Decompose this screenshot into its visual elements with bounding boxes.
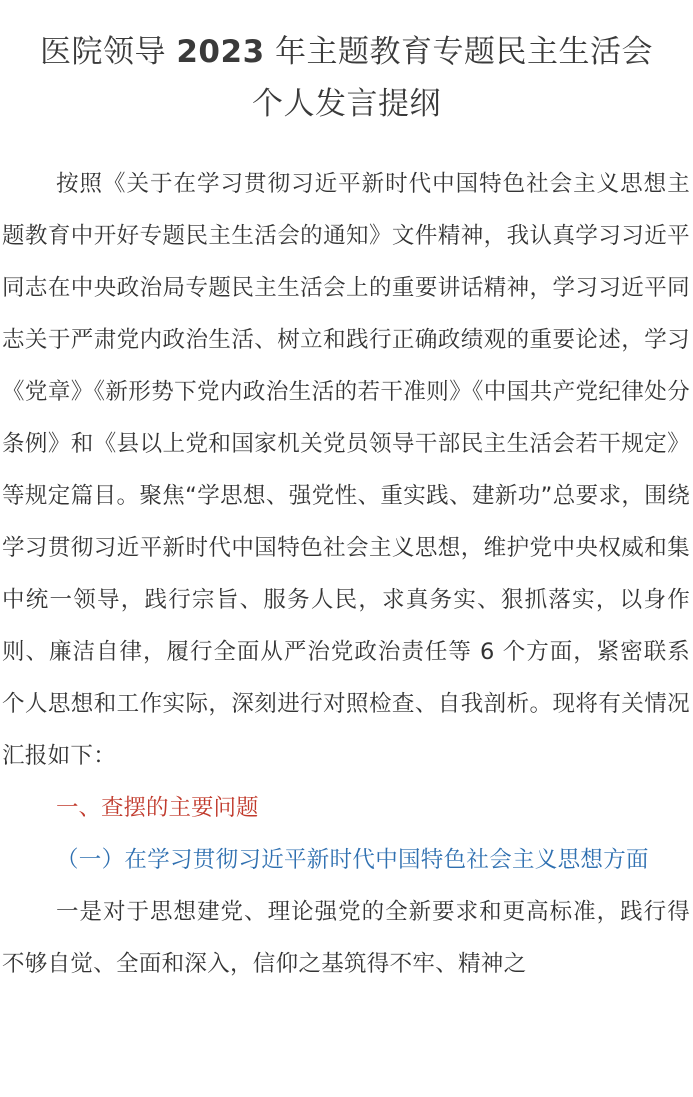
document-title (0, 0, 693, 130)
title-line-2: 个人发言提纲 (252, 86, 441, 122)
document-body (2, 158, 690, 990)
body-paragraph-1: 一是对于思想建党、理论强党的全新要求和更高标准，践行得不够自觉、全面和深入，信仰之基筑得不牢、精神之 (2, 899, 690, 977)
intro-paragraph: 按照《关于在学习贯彻习近平新时代中国特色社会主义思想主题教育中开好专题民主生活会的通知》文件精神，我认真学习习近平同志在中央政治局专题民主生活会上的重要讲话精神，学习习近平同志关于严肃党内政治生活、树立和践行正确政绩观的重要论述，学习《党章》《新形势下党内政治生活的若干准则》《中国共产党纪律处分条例》和《县以上党和国家机关党员领导干部民主生活会若干规定》等规定篇目。聚焦“学思想、强党性、重实践、建新功”总要求，围绕学习贯彻习近平新时代中国特色社会主义思想，维护党中央权威和集中统一领导，践行宗旨、服务人民，求真务实、狠抓落实，以身作则、廉洁自律，履行全面从严治党政治责任等 6 个方面，紧密联系个人思想和工作实际，深刻进行对照检查、自我剖析。现将有关情况汇报如下： (2, 171, 690, 769)
title-suffix: 年主题教育专题民主生活会 (275, 34, 653, 70)
subsection-heading-1: （一）在学习贯彻习近平新时代中国特色社会主义思想方面 (56, 847, 649, 873)
section-heading-1: 一、查摆的主要问题 (56, 795, 259, 821)
title-prefix: 医院领导 (40, 34, 166, 70)
title-year: 2023 (176, 34, 265, 70)
